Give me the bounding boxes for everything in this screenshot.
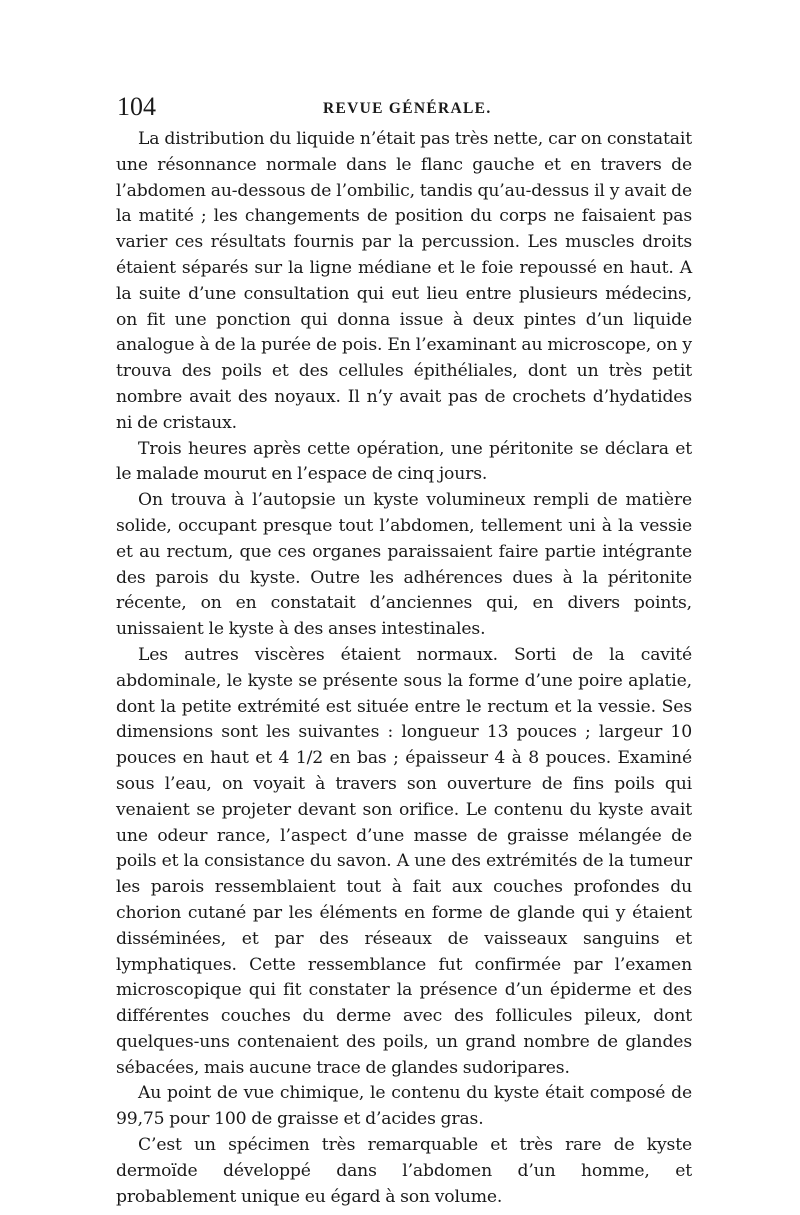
paragraph-autopsy: On trouva à l’autopsie un kyste volumineux rempli de matière solide, occupant presque tout l’abdomen, tellement uni à la vessie et au rectum, que ces organes paraissaient faire partie intégrante des parois du kyste. Outre les adhérences dues à la péritonite récente, on en constatait d’anciennes qui, en divers points, unissaient le kyste à des anses intestinales. — [116, 490, 692, 640]
running-title: REVUE GÉNÉRALE. — [323, 100, 492, 117]
paragraph-conclusion: C’est un spécimen très remarquable et très rare de kyste dermoïde développé dans l’abdomen d’un homme, et probablement unique eu égard à son volume. — [116, 1135, 692, 1207]
paragraph-cyst-description: Les autres viscères étaient normaux. Sorti de la cavité abdominale, le kyste se présente sous la forme d’une poire aplatie, dont la petite extrémité est située entre le rectum et la vessie. Ses dimensions sont les suivantes : longueur 13 pouces ; largeur 10 pouces en haut et 4 1/2 en bas ; épaisseur 4 à 8 pouces. Examiné sous l’eau, on voyait à travers son ouverture de fins poils qui venaient se projeter devant son orifice. Le contenu du kyste avait une odeur rance, l’aspect d’une masse de graisse mélangée de poils et la consistance du savon. A une des extrémités de la tumeur les parois ressemblaient tout à fait aux couches profondes du chorion cutané par les éléments en forme de glande qui y étaient disséminées, et par des réseaux de vaisseaux sanguins et lymphatiques. Cette ressemblance fut confirmée par l’examen microscopique qui fit constater la présence d’un épiderme et des différentes couches du derme avec des follicules pileux, dont quelques-uns contenaient des poils, un grand nombre de glandes sébacées, mais aucune trace de glandes sudoripares. — [116, 644, 692, 1078]
running-header — [115, 92, 693, 122]
paragraph-case-findings: La distribution du liquide n’était pas très nette, car on constatait une résonnance normale dans le flanc gauche et en travers de l’abdomen au-dessous de l’ombilic, tandis qu’au-dessus il y avait de la matité ; les changements de position du corps ne faisaient pas varier ces résultats fournis par la percussion. Les muscles droits étaient séparés sur la ligne médiane et le foie repoussé en haut. A la suite d’une consultation qui eut lieu entre plusieurs médecins, on fit une ponction qui donna issue à deux pintes d’un liquide analogue à de la purée de pois. En l’examinant au microscope, on y trouva des poils et des cellules épithéliales, dont un très petit nombre avait des noyaux. Il n’y avait pas de crochets d’hydatides ni de cristaux. — [116, 129, 692, 433]
paragraph-peritonitis: Trois heures après cette opération, une péritonite se déclara et le malade mourut en l’espace de cinq jours. — [116, 438, 692, 485]
paragraph-chemical-analysis: Au point de vue chimique, le contenu du kyste était composé de 99,75 pour 100 de graisse et d’acides gras. — [116, 1083, 692, 1130]
body-text — [116, 127, 692, 1210]
page-number: 104 — [117, 92, 156, 121]
